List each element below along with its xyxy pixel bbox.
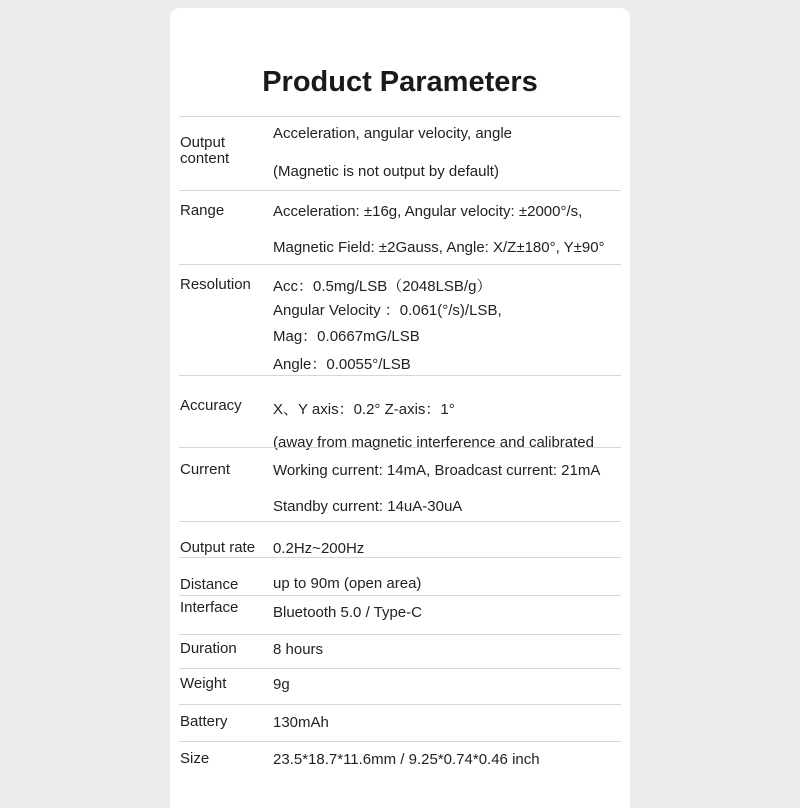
table-row — [179, 190, 621, 264]
parameters-card — [170, 8, 630, 808]
row-value-line: Working current: 14mA, Broadcast current: 21mA — [273, 462, 601, 479]
row-value-line: 23.5*18.7*11.6mm / 9.25*0.74*0.46 inch — [273, 751, 540, 768]
row-label: Output rate — [180, 539, 256, 556]
row-value-line: 9g — [273, 676, 290, 693]
row-label: Distance — [180, 576, 239, 593]
row-value-line: (Magnetic is not output by default) — [273, 163, 499, 180]
row-value-line: Acc：0.5mg/LSB（2048LSB/g） — [273, 278, 492, 295]
row-value-line: Acceleration, angular velocity, angle — [273, 125, 513, 142]
page-title: Product Parameters — [262, 66, 538, 98]
row-value-line: Angular Velocity ：0.061(°/s)/LSB, — [273, 302, 502, 319]
table-row — [179, 704, 621, 741]
parameters-table — [179, 116, 621, 779]
table-row — [179, 741, 621, 779]
row-label: Size — [180, 750, 210, 767]
table-row — [179, 595, 621, 634]
table-row — [179, 447, 621, 521]
table-row — [179, 264, 621, 375]
row-value-line: Mag：0.0667mG/LSB — [273, 328, 420, 345]
table-row — [179, 375, 621, 451]
row-value-line: Angle：0.0055°/LSB — [273, 356, 411, 373]
table-row — [179, 668, 621, 704]
row-value-line: Magnetic Field: ±2Gauss, Angle: X/Z±180°, Y±90° — [273, 239, 605, 256]
row-label: Interface — [180, 599, 239, 616]
table-row — [179, 116, 621, 190]
row-label: Duration — [180, 640, 237, 657]
row-value-line: 130mAh — [273, 714, 329, 731]
table-row — [179, 521, 621, 557]
row-label: Resolution — [180, 276, 251, 293]
row-label: Accuracy — [180, 397, 242, 414]
row-label: Weight — [180, 675, 227, 692]
row-value-line: Acceleration: ±16g, Angular velocity: ±2000°/s, — [273, 203, 583, 220]
row-label: Range — [180, 202, 225, 219]
row-value-line: Standby current: 14uA-30uA — [273, 498, 463, 515]
row-value-line: up to 90m (open area) — [273, 575, 422, 592]
row-value-line: Bluetooth 5.0 / Type-C — [273, 604, 422, 621]
row-label: Battery — [180, 713, 228, 730]
table-row — [179, 634, 621, 668]
row-value-line: (away from magnetic interference and calibrated — [273, 434, 594, 451]
table-row — [179, 557, 621, 595]
row-value-line: 8 hours — [273, 641, 324, 658]
row-label: Current — [180, 461, 231, 478]
row-label: Output content — [180, 134, 230, 167]
row-value-line: 0.2Hz~200Hz — [273, 540, 365, 557]
row-value-line: X、Y axis：0.2° Z-axis：1° — [273, 401, 455, 418]
